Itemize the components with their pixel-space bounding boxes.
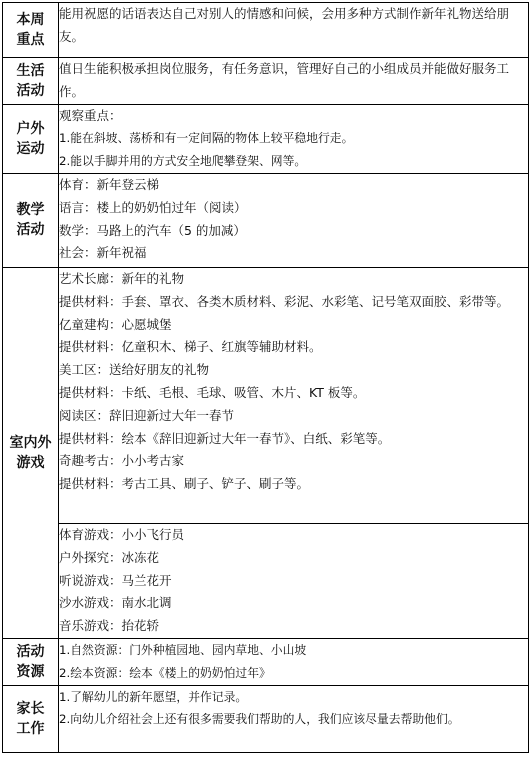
row-parent-work — [3, 685, 529, 752]
content-line: 艺术长廊：新年的礼物 — [59, 270, 185, 286]
activity-resources-content — [59, 638, 529, 685]
content-line: 2.能以手脚并用的方式安全地爬攀登架、网等。 — [59, 154, 307, 169]
row-weekly-focus — [3, 3, 529, 58]
row-header-life-activities — [3, 58, 59, 105]
row-header-line: 资源 — [16, 663, 45, 680]
row-header-line: 教学 — [16, 202, 45, 219]
row-header-teaching-activities — [3, 173, 59, 267]
row-header-line: 家长 — [16, 700, 45, 717]
row-activity-resources — [3, 638, 529, 685]
row-games-outdoor — [3, 523, 529, 638]
outdoor-games-content — [59, 523, 529, 638]
content-line: 阅读区：辞旧迎新过大年一春节 — [59, 407, 235, 423]
content-line: 2.绘本资源：绘本《楼上的奶奶怕过年》 — [59, 665, 271, 680]
content-line: 提供材料：手套、罩衣、各类木质材料、彩泥、水彩笔、记号笔双面胶、彩带等。 — [59, 293, 510, 309]
row-header-activity-resources — [3, 638, 59, 685]
indoor-games-content — [59, 267, 529, 523]
content-line: 体育：新年登云梯 — [59, 176, 160, 192]
row-header-line: 游戏 — [16, 454, 45, 471]
content-line: 亿童建构：心愿城堡 — [59, 316, 172, 332]
row-games-indoor — [3, 267, 529, 523]
row-header-line: 活动 — [16, 82, 45, 99]
row-header-line: 室内外 — [9, 434, 52, 451]
row-header-line: 运动 — [16, 140, 45, 157]
content-line: 2.向幼儿介绍社会上还有很多需要我们帮助的人，我们应该尽量去帮助他们。 — [59, 712, 460, 727]
content-line: 1.了解幼儿的新年愿望，并作记录。 — [59, 689, 248, 704]
row-header-weekly-focus — [3, 3, 59, 58]
content-line: 能用祝愿的话语表达自己对别人的情感和问候，会用多种方式制作新年礼物送给朋友。 — [59, 6, 510, 44]
weekly-focus-content — [59, 3, 529, 58]
row-header-indoor-outdoor-games — [3, 267, 59, 638]
row-header-parent-work — [3, 685, 59, 752]
content-line: 观察重点： — [59, 107, 122, 123]
outdoor-exercise-content — [59, 104, 529, 173]
content-line: 提供材料：绘本《辞旧迎新过大年一春节》、白纸、彩笔等。 — [59, 430, 391, 446]
content-line: 1.能在斜坡、荡桥和有一定间隔的物体上较平稳地行走。 — [59, 131, 354, 146]
content-line: 1.自然资源：门外种植园地、园内草地、小山坡 — [59, 642, 307, 657]
parent-work-content — [59, 685, 529, 752]
row-header-line: 活动 — [16, 643, 45, 660]
row-header-outdoor-exercise — [3, 104, 59, 173]
row-teaching-activities — [3, 173, 529, 267]
content-line: 社会：新年祝福 — [59, 245, 147, 261]
life-activities-content — [59, 58, 529, 105]
teaching-activities-content — [59, 173, 529, 267]
content-line: 沙水游戏：南水北调 — [59, 595, 172, 611]
row-header-line: 本周 — [16, 12, 45, 28]
content-line: 值日生能积极承担岗位服务，有任务意识，管理好自己的小组成员并能做好服务工作。 — [59, 61, 510, 99]
row-header-line: 生活 — [16, 62, 45, 79]
content-line: 户外探究：冰冻花 — [59, 549, 160, 565]
content-line: 体育游戏：小小飞行员 — [59, 526, 185, 542]
row-life-activities — [3, 58, 529, 105]
row-outdoor-exercise — [3, 104, 529, 173]
content-line: 音乐游戏：抬花轿 — [59, 618, 160, 634]
row-header-line: 户外 — [16, 120, 45, 137]
content-line: 提供材料：考古工具、刷子、铲子、刷子等。 — [59, 476, 310, 492]
content-line: 听说游戏：马兰花开 — [59, 572, 172, 588]
content-line: 数学：马路上的汽车（5 的加减） — [59, 222, 246, 238]
weekly-plan-table — [2, 2, 529, 753]
content-line: 提供材料：亿童积木、梯子、红旗等辅助材料。 — [59, 339, 322, 355]
row-header-line: 活动 — [16, 222, 45, 239]
content-line: 语言：楼上的奶奶怕过年（阅读） — [59, 199, 247, 215]
row-header-line: 工作 — [16, 720, 45, 737]
content-line: 美工区：送给好朋友的礼物 — [59, 362, 210, 378]
row-header-line: 重点 — [16, 32, 45, 48]
content-line: 奇趣考古：小小考古家 — [59, 453, 185, 469]
content-line: 提供材料：卡纸、毛根、毛球、吸管、木片、KT 板等。 — [59, 384, 366, 400]
